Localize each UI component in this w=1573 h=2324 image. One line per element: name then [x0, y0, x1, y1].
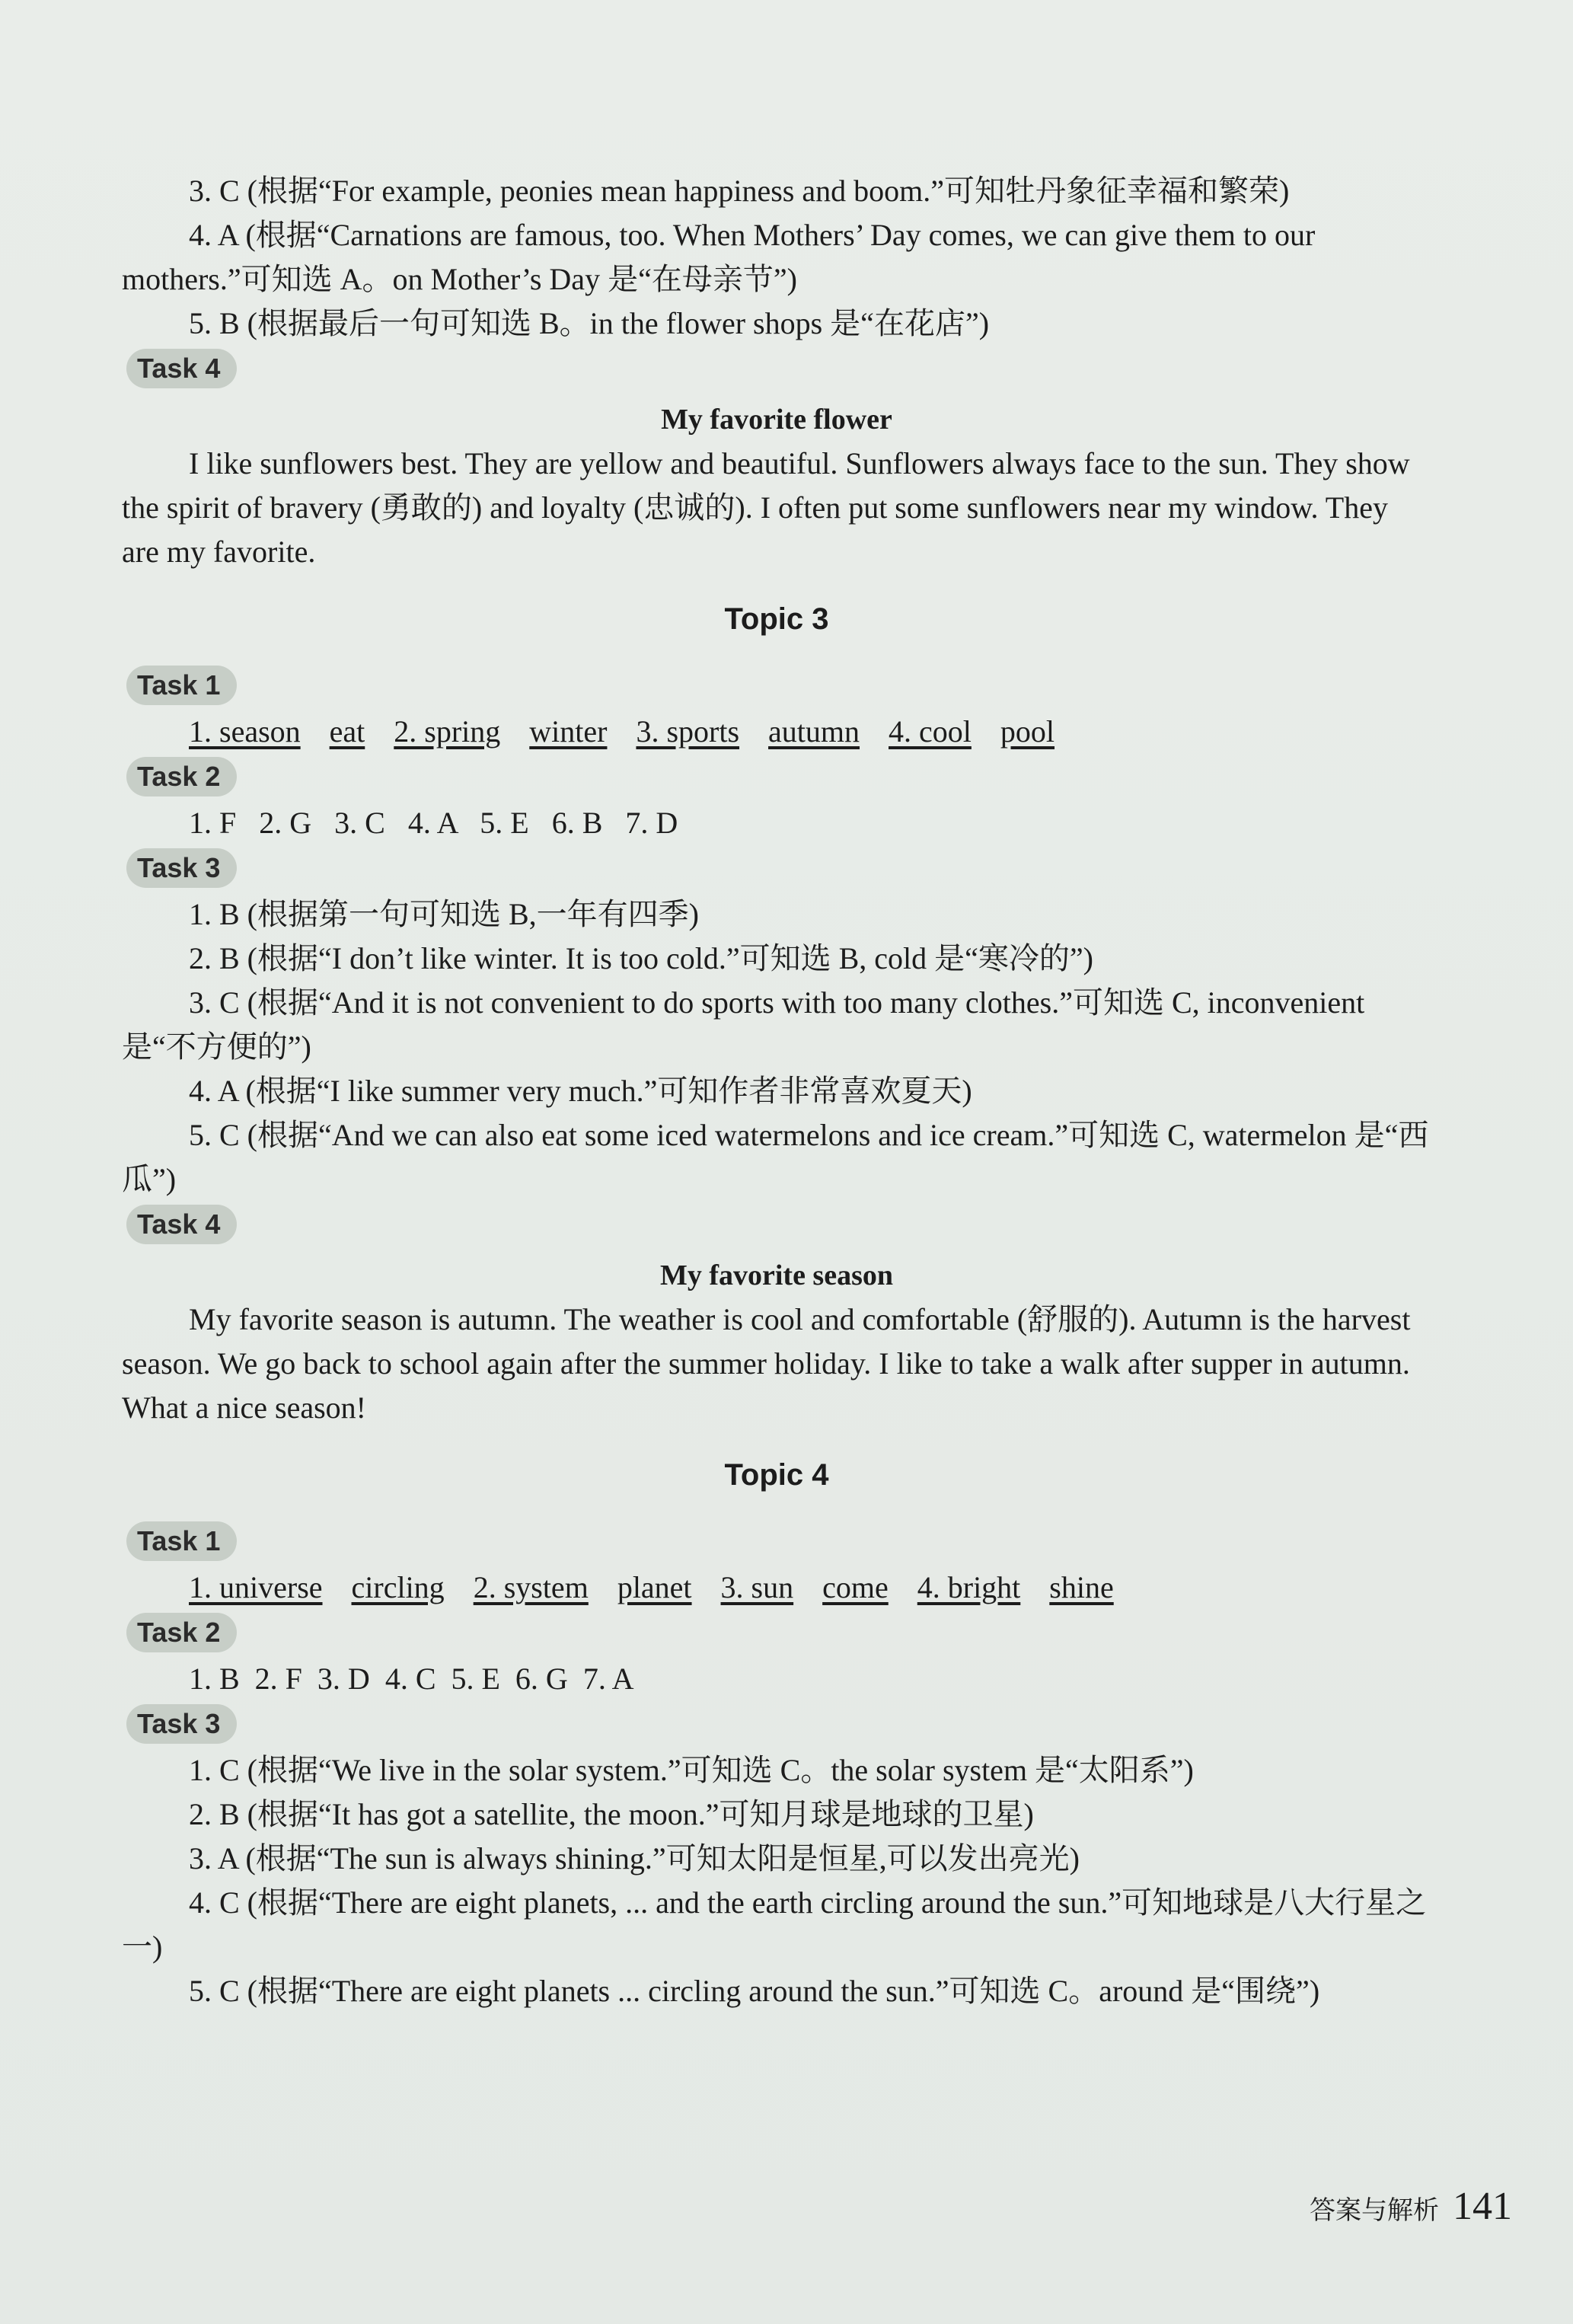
vocab-word: autumn [768, 714, 860, 749]
answer-line: 2. B (根据“I don’t like winter. It is too cold.”可知选 B, cold 是“寒冷的”) [189, 941, 1093, 975]
vocab-word: 4. bright [917, 1570, 1021, 1604]
vocab-word: come [822, 1570, 889, 1604]
answer-line: 4. A (根据“Carnations are famous, too. When Mothers’ Day comes, we can give them to our mothers.”可知选 A。on Mother’s Day 是“在母亲节”) [122, 218, 1316, 296]
vocab-word: planet [617, 1570, 692, 1604]
vocab-word: 3. sports [636, 714, 740, 749]
task-badge: Task 4 [126, 1205, 237, 1244]
vocab-word: winter [529, 714, 608, 749]
page-number: 141 [1453, 2185, 1512, 2228]
matching-answers: 1. F 2. G 3. C 4. A 5. E 6. B 7. D [189, 806, 678, 840]
vocab-word: 3. sun [720, 1570, 794, 1604]
answer-content [122, 169, 1431, 2013]
topic-heading: Topic 4 [724, 1458, 829, 1492]
essay-text: I like sunflowers best. They are yellow and beautiful. Sunflowers always face to the sun. They show the spirit of bravery (勇敢的) and loyalty (忠诚的). I often put some sunflowers near my window. They are my favorite. [122, 446, 1410, 569]
essay-text: My favorite season is autumn. The weather is cool and comfortable (舒服的). Autumn is the harvest season. We go back to school again after the summer holiday. I like to take a walk after supper in autumn. What a nice season! [122, 1302, 1411, 1425]
task-badge: Task 1 [126, 1521, 237, 1561]
vocab-word: 1. season [189, 714, 301, 749]
matching-answers: 1. B 2. F 3. D 4. C 5. E 6. G 7. A [189, 1662, 634, 1696]
vocab-word: 4. cool [889, 714, 972, 749]
task-badge: Task 2 [126, 1613, 237, 1652]
answer-line: 5. C (根据“There are eight planets ... circling around the sun.”可知选 C。around 是“围绕”) [189, 1974, 1320, 2008]
essay-title: My favorite flower [661, 404, 892, 436]
vocab-row [122, 1566, 1431, 1610]
answer-line: 3. A (根据“The sun is always shining.”可知太阳是恒星,可以发出亮光) [189, 1841, 1080, 1875]
footer-label: 答案与解析 [1310, 2195, 1439, 2226]
vocab-word: 2. system [473, 1570, 589, 1604]
vocab-word: pool [1000, 714, 1055, 749]
answer-line: 4. C (根据“There are eight planets, ... and the earth circling around the sun.”可知地球是八大行星之一) [122, 1885, 1427, 1964]
vocab-row [122, 710, 1431, 754]
answer-line: 1. B (根据第一句可知选 B,一年有四季) [189, 897, 699, 931]
vocab-word: shine [1049, 1570, 1114, 1604]
task-badge: Task 3 [126, 848, 237, 888]
task-badge: Task 3 [126, 1704, 237, 1744]
vocab-word: 2. spring [394, 714, 501, 749]
essay-title: My favorite season [659, 1259, 894, 1291]
answer-line: 5. B (根据最后一句可知选 B。in the flower shops 是“在花店”) [189, 306, 990, 340]
answer-line: 3. C (根据“And it is not convenient to do sports with too many clothes.”可知选 C, inconvenient 是“不方便的”) [122, 985, 1365, 1064]
task-badge: Task 4 [126, 349, 237, 388]
answer-line: 5. C (根据“And we can also eat some iced watermelons and ice cream.”可知选 C, watermelon 是“西瓜”) [122, 1118, 1429, 1196]
vocab-word: circling [351, 1570, 445, 1604]
answer-line: 3. C (根据“For example, peonies mean happiness and boom.”可知牡丹象征幸福和繁荣) [189, 174, 1290, 208]
answer-line: 2. B (根据“It has got a satellite, the moon.”可知月球是地球的卫星) [189, 1797, 1034, 1831]
topic-heading: Topic 3 [724, 602, 829, 636]
vocab-word: eat [329, 714, 365, 749]
page-footer [1310, 2184, 1512, 2229]
answer-line: 1. C (根据“We live in the solar system.”可知选 C。the solar system 是“太阳系”) [189, 1753, 1194, 1787]
task-badge: Task 2 [126, 757, 237, 796]
answer-line: 4. A (根据“I like summer very much.”可知作者非常喜欢夏天) [189, 1074, 972, 1108]
task-badge: Task 1 [126, 666, 237, 705]
vocab-word: 1. universe [189, 1570, 323, 1604]
